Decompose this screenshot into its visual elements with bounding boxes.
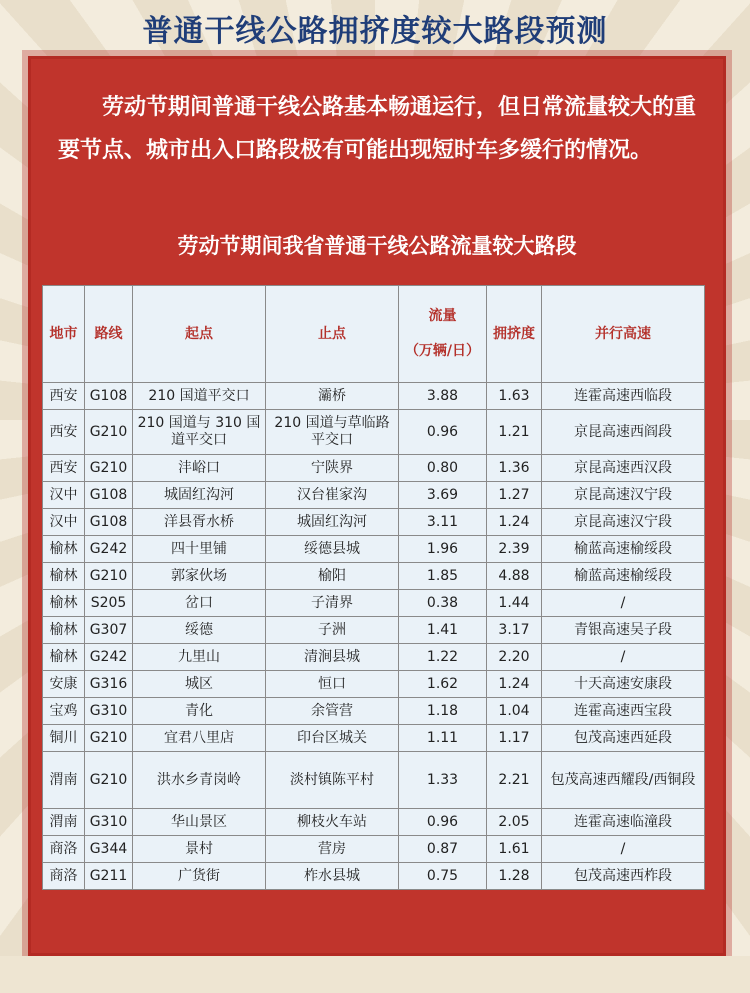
cell-end: 柞水县城 — [266, 863, 399, 890]
cell-route: G310 — [85, 698, 133, 725]
cell-parallel: / — [542, 644, 705, 671]
cell-congestion: 1.17 — [487, 725, 542, 752]
cell-route: G108 — [85, 509, 133, 536]
cell-city: 西安 — [43, 383, 85, 410]
cell-city: 汉中 — [43, 509, 85, 536]
cell-flow: 1.22 — [399, 644, 487, 671]
cell-end: 印台区城关 — [266, 725, 399, 752]
table-row — [43, 590, 705, 617]
cell-parallel: 连霍高速临潼段 — [542, 809, 705, 836]
cell-route: G108 — [85, 482, 133, 509]
cell-route: G210 — [85, 752, 133, 809]
cell-parallel: / — [542, 836, 705, 863]
table-body — [43, 383, 705, 890]
cell-congestion: 1.63 — [487, 383, 542, 410]
table-row — [43, 383, 705, 410]
cell-flow: 0.75 — [399, 863, 487, 890]
cell-flow: 1.41 — [399, 617, 487, 644]
table-row — [43, 455, 705, 482]
cell-route: G108 — [85, 383, 133, 410]
cell-city: 榆林 — [43, 563, 85, 590]
cell-start: 城固红沟河 — [133, 482, 266, 509]
table-subtitle: 劳动节期间我省普通干线公路流量较大路段 — [177, 234, 577, 258]
cell-route: G316 — [85, 671, 133, 698]
cell-end: 灞桥 — [266, 383, 399, 410]
cell-end: 营房 — [266, 836, 399, 863]
cell-route: G211 — [85, 863, 133, 890]
cell-congestion: 2.20 — [487, 644, 542, 671]
cell-end: 淡村镇陈平村 — [266, 752, 399, 809]
cell-flow: 3.88 — [399, 383, 487, 410]
cell-congestion: 1.36 — [487, 455, 542, 482]
cell-parallel: 十天高速安康段 — [542, 671, 705, 698]
cell-end: 子洲 — [266, 617, 399, 644]
cell-end: 城固红沟河 — [266, 509, 399, 536]
table-row — [43, 725, 705, 752]
cell-flow: 0.80 — [399, 455, 487, 482]
cell-end: 210 国道与草临路平交口 — [266, 410, 399, 455]
cell-city: 渭南 — [43, 809, 85, 836]
cell-parallel: 青银高速吴子段 — [542, 617, 705, 644]
cell-flow: 1.33 — [399, 752, 487, 809]
cell-end: 余管营 — [266, 698, 399, 725]
table-row — [43, 752, 705, 809]
cell-city: 铜川 — [43, 725, 85, 752]
cell-city: 榆林 — [43, 617, 85, 644]
cell-flow: 0.38 — [399, 590, 487, 617]
cell-parallel: 连霍高速西宝段 — [542, 698, 705, 725]
cell-flow: 3.11 — [399, 509, 487, 536]
cell-congestion: 1.44 — [487, 590, 542, 617]
cell-start: 洪水乡青岗岭 — [133, 752, 266, 809]
cell-start: 景村 — [133, 836, 266, 863]
cell-city: 商洛 — [43, 836, 85, 863]
cell-route: G210 — [85, 563, 133, 590]
cell-flow: 0.96 — [399, 410, 487, 455]
cell-parallel: / — [542, 590, 705, 617]
cell-start: 210 国道平交口 — [133, 383, 266, 410]
cell-route: G210 — [85, 455, 133, 482]
header-route: 路线 — [85, 286, 133, 383]
cell-route: S205 — [85, 590, 133, 617]
cell-start: 华山景区 — [133, 809, 266, 836]
cell-end: 榆阳 — [266, 563, 399, 590]
cell-flow: 1.18 — [399, 698, 487, 725]
cell-start: 九里山 — [133, 644, 266, 671]
cell-city: 商洛 — [43, 863, 85, 890]
table-row — [43, 482, 705, 509]
cell-city: 西安 — [43, 455, 85, 482]
cell-route: G344 — [85, 836, 133, 863]
cell-route: G242 — [85, 536, 133, 563]
cell-flow: 3.69 — [399, 482, 487, 509]
cell-congestion: 1.24 — [487, 509, 542, 536]
cell-end: 子清界 — [266, 590, 399, 617]
cell-congestion: 1.61 — [487, 836, 542, 863]
cell-congestion: 2.05 — [487, 809, 542, 836]
cell-route: G242 — [85, 644, 133, 671]
cell-start: 洋县胥水桥 — [133, 509, 266, 536]
cell-route: G310 — [85, 809, 133, 836]
table-row — [43, 836, 705, 863]
table-row — [43, 617, 705, 644]
cell-parallel: 榆蓝高速榆绥段 — [542, 563, 705, 590]
cell-parallel: 京昆高速西阎段 — [542, 410, 705, 455]
cell-start: 四十里铺 — [133, 536, 266, 563]
cell-parallel: 榆蓝高速榆绥段 — [542, 536, 705, 563]
cell-parallel: 京昆高速西汉段 — [542, 455, 705, 482]
table-row — [43, 644, 705, 671]
header-congestion: 拥挤度 — [487, 286, 542, 383]
table-container — [42, 285, 704, 890]
cell-start: 210 国道与 310 国道平交口 — [133, 410, 266, 455]
cell-start: 城区 — [133, 671, 266, 698]
header-flow — [399, 286, 487, 383]
cell-parallel: 包茂高速西柞段 — [542, 863, 705, 890]
table-row — [43, 536, 705, 563]
header-city: 地市 — [43, 286, 85, 383]
cell-congestion: 2.39 — [487, 536, 542, 563]
cell-start: 沣峪口 — [133, 455, 266, 482]
cell-congestion: 2.21 — [487, 752, 542, 809]
cell-parallel: 连霍高速西临段 — [542, 383, 705, 410]
cell-congestion: 3.17 — [487, 617, 542, 644]
cell-congestion: 1.04 — [487, 698, 542, 725]
header-parallel: 并行高速 — [542, 286, 705, 383]
cell-flow: 0.87 — [399, 836, 487, 863]
cell-congestion: 1.21 — [487, 410, 542, 455]
header-start: 起点 — [133, 286, 266, 383]
table-row — [43, 863, 705, 890]
cell-congestion: 1.28 — [487, 863, 542, 890]
table-row — [43, 410, 705, 455]
table-row — [43, 563, 705, 590]
cell-city: 西安 — [43, 410, 85, 455]
header-flow-unit: （万辆/日） — [404, 343, 481, 359]
header-end: 止点 — [266, 286, 399, 383]
intro-paragraph: 劳动节期间普通干线公路基本畅通运行，但日常流量较大的重要节点、城市出入口路段极有可能出现短时车多缓行的情况。 — [58, 95, 697, 163]
cell-end: 绥德县城 — [266, 536, 399, 563]
cell-flow: 1.11 — [399, 725, 487, 752]
cell-city: 渭南 — [43, 752, 85, 809]
bottom-strip — [0, 956, 750, 993]
cell-parallel: 包茂高速西耀段/西铜段 — [542, 752, 705, 809]
table-row — [43, 809, 705, 836]
cell-route: G210 — [85, 410, 133, 455]
cell-congestion: 1.27 — [487, 482, 542, 509]
cell-parallel: 京昆高速汉宁段 — [542, 509, 705, 536]
cell-city: 榆林 — [43, 644, 85, 671]
table-row — [43, 698, 705, 725]
cell-congestion: 1.24 — [487, 671, 542, 698]
cell-parallel: 京昆高速汉宁段 — [542, 482, 705, 509]
cell-flow: 1.62 — [399, 671, 487, 698]
traffic-table — [42, 285, 705, 890]
cell-end: 清涧县城 — [266, 644, 399, 671]
cell-route: G307 — [85, 617, 133, 644]
cell-flow: 0.96 — [399, 809, 487, 836]
title-bar — [0, 0, 750, 56]
cell-start: 郭家伙场 — [133, 563, 266, 590]
cell-city: 榆林 — [43, 590, 85, 617]
cell-city: 安康 — [43, 671, 85, 698]
cell-flow: 1.96 — [399, 536, 487, 563]
cell-end: 恒口 — [266, 671, 399, 698]
page-title: 普通干线公路拥挤度较大路段预测 — [142, 14, 608, 49]
cell-parallel: 包茂高速西延段 — [542, 725, 705, 752]
header-flow-label: 流量 — [428, 308, 457, 324]
table-header-row — [43, 286, 705, 383]
cell-start: 广货街 — [133, 863, 266, 890]
cell-congestion: 4.88 — [487, 563, 542, 590]
cell-start: 岔口 — [133, 590, 266, 617]
cell-city: 宝鸡 — [43, 698, 85, 725]
cell-city: 汉中 — [43, 482, 85, 509]
cell-route: G210 — [85, 725, 133, 752]
cell-end: 宁陕界 — [266, 455, 399, 482]
cell-end: 柳枝火车站 — [266, 809, 399, 836]
cell-end: 汉台崔家沟 — [266, 482, 399, 509]
cell-start: 青化 — [133, 698, 266, 725]
table-row — [43, 509, 705, 536]
cell-flow: 1.85 — [399, 563, 487, 590]
cell-start: 宜君八里店 — [133, 725, 266, 752]
table-row — [43, 671, 705, 698]
cell-city: 榆林 — [43, 536, 85, 563]
cell-start: 绥德 — [133, 617, 266, 644]
